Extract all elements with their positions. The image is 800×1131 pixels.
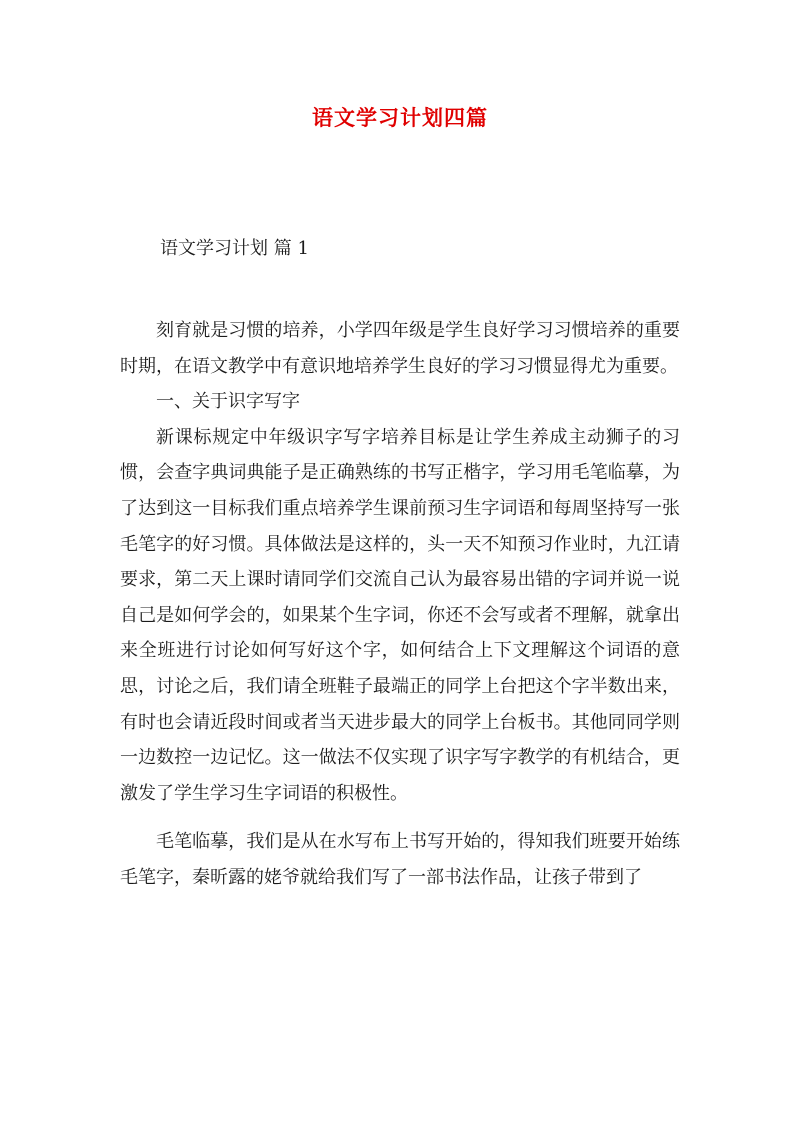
paragraph-intro: 刻育就是习惯的培养，小学四年级是学生良好学习习惯培养的重要时期，在语文教学中有意识地培养学生良好的学习习惯显得尤为重要。: [120, 320, 680, 377]
paragraph-literacy-writing: 新课标规定中年级识字写字培养目标是让学生养成主动狮子的习惯，会查字典词典能子是正确熟练的书写正楷字，学习用毛笔临摹，为了达到这一目标我们重点培养学生课前预习生字词语和每周坚持写一张毛笔字的好习惯。具体做法是这样的，头一天不知预习作业时，九江请要求，第二天上课时请同学们交流自己认为最容易出错的字词并说一说自己是如何学会的，如果某个生字词，你还不会写或者不理解，就拿出来全班进行讨论如何写好这个字，如何结合上下文理解这个词语的意思，讨论之后，我们请全班鞋子最端正的同学上台把这个字半数出来，有时也会请近段时间或者当天进步最大的同学上台板书。其他同同学则一边数控一边记忆。这一做法不仅实现了识字写字教学的有机结合，更激发了学生学习生字词语的积极性。: [120, 426, 680, 804]
document-title: 语文学习计划四篇: [312, 105, 488, 130]
section-heading: 语文学习计划 篇 1: [160, 238, 309, 259]
paragraph-brush-calligraphy: 毛笔临摹，我们是从在水写布上书写开始的，得知我们班要开始练毛笔字，秦昕露的姥爷就给我们写了一部书法作品，让孩子带到了: [120, 831, 680, 888]
document-body: [120, 313, 680, 896]
paragraph-subheading: 一、关于识字写字: [156, 391, 300, 413]
